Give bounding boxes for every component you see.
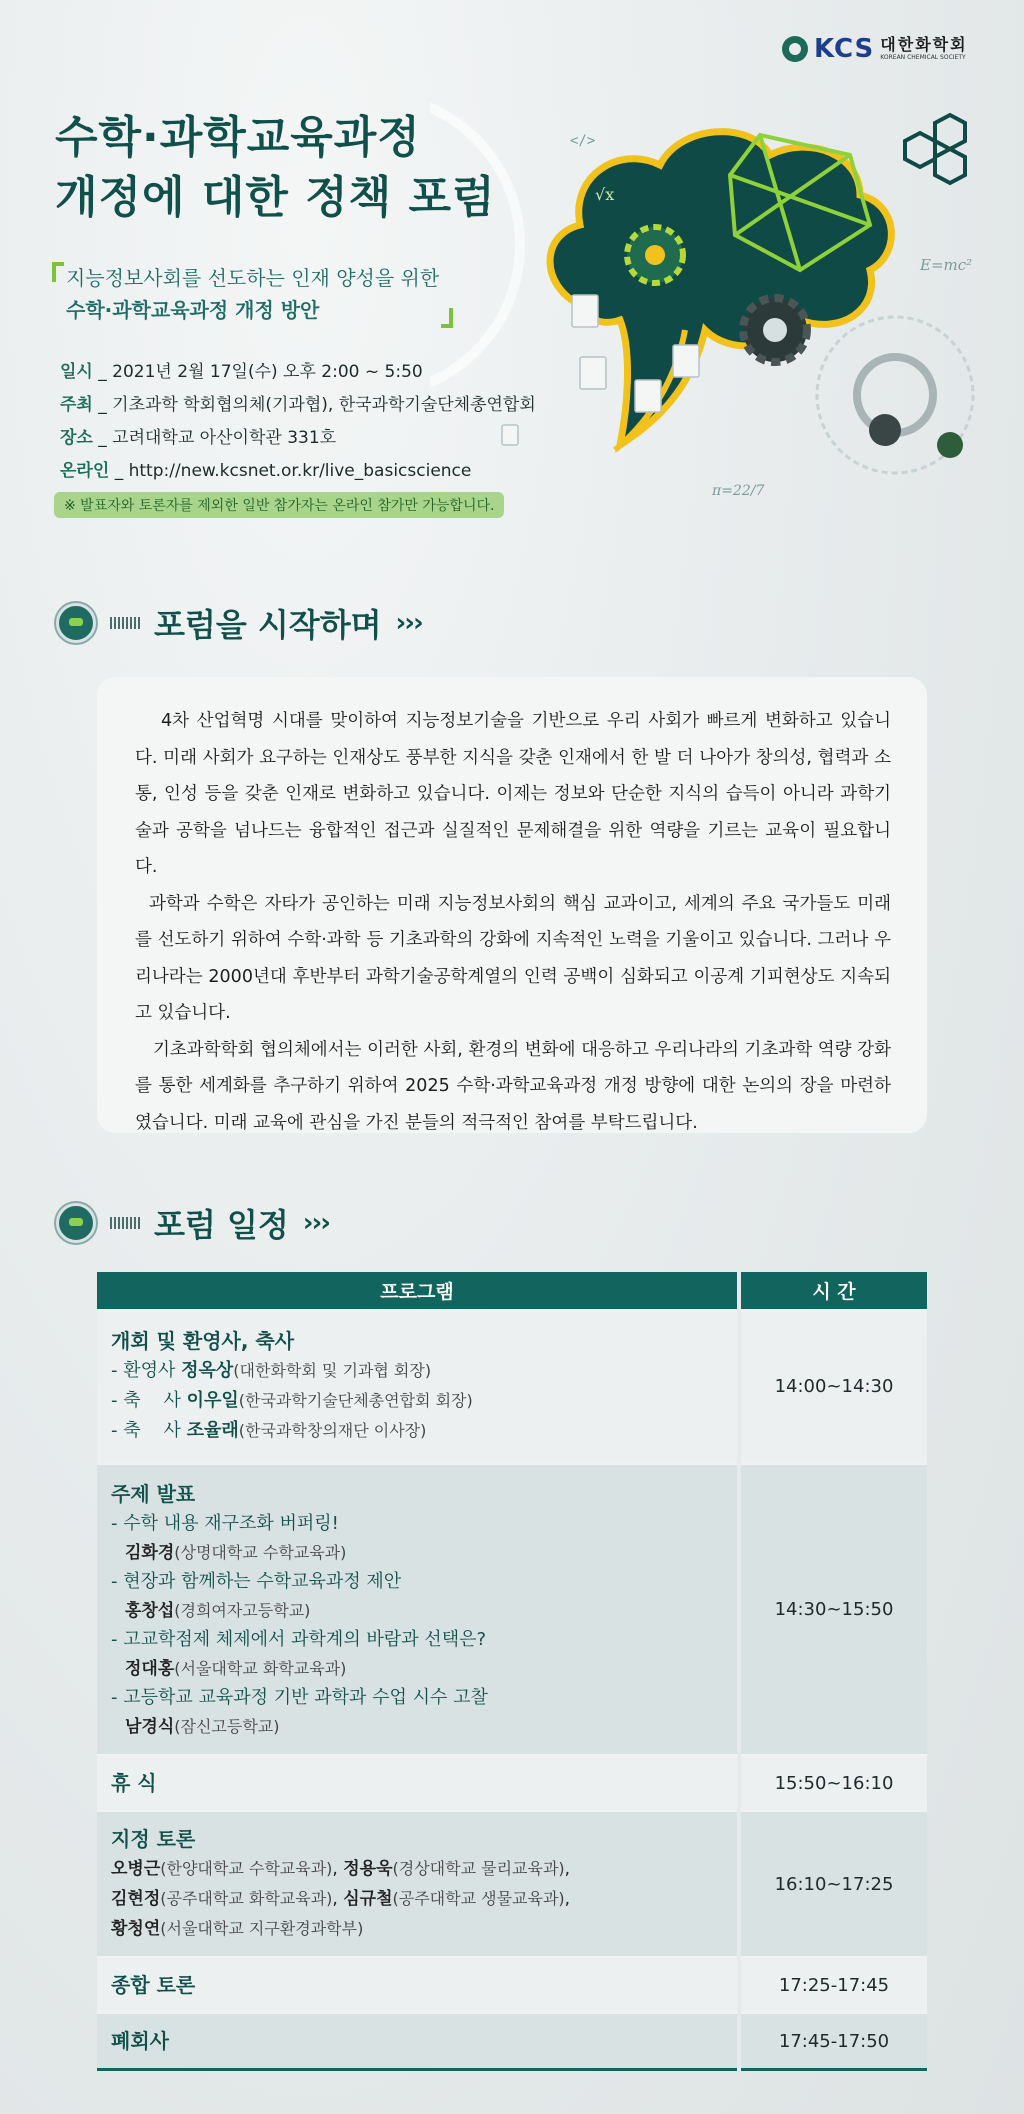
list-item bbox=[111, 1416, 723, 1446]
opening-time: 14:00~14:30 bbox=[739, 1309, 927, 1464]
kcs-emblem-icon bbox=[782, 36, 808, 62]
panel-line bbox=[111, 1914, 723, 1944]
affiliation: (경상대학교 물리교육과) bbox=[392, 1859, 565, 1878]
table-row bbox=[97, 2013, 927, 2070]
table-row bbox=[97, 1755, 927, 1811]
affiliation: (공주대학교 생물교육과) bbox=[392, 1889, 565, 1908]
affiliation: (대한화학회 및 기과협 회장) bbox=[233, 1361, 432, 1380]
panelist-name: 정용욱 bbox=[343, 1859, 393, 1879]
affiliation: (한양대학교 수학교육과) bbox=[160, 1859, 333, 1878]
role: - 축 사 bbox=[111, 1420, 181, 1441]
logo-name-en: KOREAN CHEMICAL SOCIETY bbox=[880, 54, 966, 61]
event-info bbox=[60, 356, 536, 488]
talks-time: 14:30~15:50 bbox=[739, 1464, 927, 1755]
info-host bbox=[60, 389, 536, 422]
section-intro-header bbox=[56, 600, 422, 646]
talk-speaker bbox=[111, 1713, 723, 1741]
affiliation: (한국과학창의재단 이사장) bbox=[238, 1421, 427, 1440]
info-online-link[interactable]: _ http://new.kcsnet.or.kr/live_basicscience bbox=[114, 461, 472, 481]
list-item bbox=[111, 1356, 723, 1386]
pointing-hand-icon bbox=[56, 603, 96, 643]
logo-acronym: KCS bbox=[814, 34, 875, 64]
panel-line: 오병근(한양대학교 수학교육과), 정용욱(경상대학교 물리교육과), bbox=[111, 1859, 571, 1879]
table-row bbox=[97, 1309, 927, 1464]
panel-title: 지정 토론 bbox=[111, 1827, 196, 1851]
panelist-name: 심규철 bbox=[343, 1889, 393, 1909]
header-time: 시 간 bbox=[739, 1272, 927, 1309]
gear-icon bbox=[817, 317, 973, 473]
pi-formula: π=22/7 bbox=[712, 483, 765, 499]
panelist-name: 김현정 bbox=[111, 1889, 161, 1909]
list-item bbox=[111, 1386, 723, 1416]
code-symbol: </> bbox=[570, 133, 596, 149]
benzene-ring-icon bbox=[905, 115, 965, 183]
general-program bbox=[97, 1957, 739, 2013]
logo-name bbox=[880, 37, 967, 61]
intro-box bbox=[97, 677, 927, 1133]
speaker-name: 김화경 bbox=[125, 1542, 175, 1563]
panelist-name: 오병근 bbox=[111, 1859, 161, 1879]
section-intro-title: 포럼을 시작하며 bbox=[154, 606, 382, 644]
kcs-logo bbox=[782, 34, 968, 64]
closing-time: 17:45-17:50 bbox=[739, 2013, 927, 2070]
talk-topic: - 고교학점제 체제에서 과학계의 바람과 선택은? bbox=[111, 1628, 487, 1650]
arrows-icon: ››› bbox=[302, 1208, 329, 1238]
talks-program bbox=[97, 1464, 739, 1755]
bars-icon bbox=[110, 617, 140, 629]
subtitle-line-1: 지능정보사회를 선도하는 인재 양성을 위한 bbox=[66, 266, 440, 290]
break-title: 휴 식 bbox=[111, 1771, 157, 1795]
schedule-header-row bbox=[97, 1272, 927, 1309]
table-row bbox=[97, 1811, 927, 1957]
table-row bbox=[97, 1957, 927, 2013]
info-date bbox=[60, 356, 536, 389]
sqrt-symbol: √x bbox=[595, 185, 615, 204]
gear-icon bbox=[743, 298, 807, 362]
gear-icon bbox=[627, 227, 683, 283]
logo-name-ko: 대한화학회 bbox=[880, 35, 968, 54]
table-row bbox=[97, 1464, 927, 1755]
talk-speaker bbox=[111, 1597, 723, 1625]
talk-topic: - 고등학교 교육과정 기반 과학과 수업 시수 고찰 bbox=[111, 1686, 488, 1708]
bars-icon bbox=[110, 1217, 140, 1229]
intro-paragraph-2: 과학과 수학은 자타가 공인하는 미래 지능정보사회의 핵심 교과이고, 세계의 주요 국가들도 미래를 선도하기 위하여 수학·과학 등 기초과학의 강화에 지속적인 노력을 기울이고 있습니다. 그러나 우리나라는 2000년대 후반부터 과학기술공학계열의 인력 공백이 심화되고 이공계 기피현상도 지속되고 있습니다. bbox=[135, 893, 891, 1023]
subtitle-line-2: 수학·과학교육과정 개정 방안 bbox=[66, 298, 320, 322]
section-schedule-title: 포럼 일정 bbox=[154, 1206, 289, 1244]
affiliation: (공주대학교 화학교육과) bbox=[160, 1889, 333, 1908]
info-venue-value: _ 고려대학교 아산이학관 331호 bbox=[98, 428, 337, 448]
section-schedule-header bbox=[56, 1200, 329, 1246]
affiliation: (경희여자고등학교) bbox=[174, 1600, 311, 1620]
title-line-1: 수학·과학교육과정 bbox=[55, 112, 421, 163]
role: - 축 사 bbox=[111, 1390, 181, 1411]
affiliation: (상명대학교 수학교육과) bbox=[174, 1542, 347, 1562]
speaker-name: 홍창섭 bbox=[125, 1600, 175, 1621]
notice-badge: ※ 발표자와 토론자를 제외한 일반 참가자는 온라인 참가만 가능합니다. bbox=[54, 492, 504, 518]
closing-title: 폐회사 bbox=[111, 2029, 169, 2053]
info-host-label: 주최 bbox=[60, 395, 93, 415]
speaker-name: 남경식 bbox=[125, 1716, 175, 1737]
intro-paragraph-3: 기초과학학회 협의체에서는 이러한 사회, 환경의 변화에 대응하고 우리나라의 기초과학 역량 강화를 통한 세계화를 추구하기 위하여 2025 수학·과학교육과정 개정 방향에 대한 논의의 장을 마련하였습니다. 미래 교육에 관심을 가진 분들의 적극적인 참여를 부탁드립니다. bbox=[135, 1039, 891, 1133]
intro-paragraph-1: 4차 산업혁명 시대를 맞이하여 지능정보기술을 기반으로 우리 사회가 빠르게 변화하고 있습니다. 미래 사회가 요구하는 인재상도 풍부한 지식을 갖춘 인재에서 한 발 더 나아가 창의성, 협력과 소통, 인성 등을 갖춘 인재로 변화하고 있습니다. 이제는 정보와 단순한 지식의 습득이 아니라 과학기술과 공학을 넘나드는 융합적인 접근과 실질적인 문제해결을 위한 역량을 기르는 교육이 필요합니다. bbox=[135, 711, 891, 877]
pointing-hand-icon bbox=[56, 1203, 96, 1243]
general-title: 종합 토론 bbox=[111, 1973, 196, 1997]
schedule-table bbox=[97, 1272, 927, 2071]
break-program bbox=[97, 1755, 739, 1811]
panel-time: 16:10~17:25 bbox=[739, 1811, 927, 1957]
info-host-value: _ 기초과학 학회협의체(기과협), 한국과학기술단체총연합회 bbox=[98, 395, 536, 415]
talk-topic: - 수학 내용 재구조화 버퍼링! bbox=[111, 1512, 339, 1534]
talk-speaker bbox=[111, 1655, 723, 1683]
info-online-label: 온라인 bbox=[60, 461, 110, 481]
info-venue-label: 장소 bbox=[60, 428, 93, 448]
opening-title: 개회 및 환영사, 축사 bbox=[111, 1329, 295, 1353]
opening-program bbox=[97, 1309, 739, 1464]
affiliation: (서울대학교 지구환경과학부) bbox=[160, 1919, 364, 1938]
talks-title: 주제 발표 bbox=[111, 1481, 196, 1506]
speaker-name: 정대홍 bbox=[125, 1658, 175, 1679]
info-online bbox=[60, 455, 536, 488]
einstein-formula: E=mc² bbox=[920, 256, 973, 274]
break-time: 15:50~16:10 bbox=[739, 1755, 927, 1811]
info-venue bbox=[60, 422, 536, 455]
general-time: 17:25-17:45 bbox=[739, 1957, 927, 2013]
closing-program bbox=[97, 2013, 739, 2070]
speaker-name: 조율래 bbox=[186, 1420, 239, 1441]
deco-ring bbox=[430, 95, 520, 395]
subtitle bbox=[52, 262, 453, 326]
panel-line: 김현정(공주대학교 화학교육과), 심규철(공주대학교 생물교육과), bbox=[111, 1889, 571, 1909]
speaker-name: 이우일 bbox=[186, 1390, 239, 1411]
talk-speaker bbox=[111, 1539, 723, 1567]
header-program: 프로그램 bbox=[97, 1272, 739, 1309]
affiliation: (서울대학교 화학교육과) bbox=[174, 1658, 347, 1678]
info-date-label: 일시 bbox=[60, 362, 93, 382]
title-line-2: 개정에 대한 정책 포럼 bbox=[55, 172, 496, 223]
panelist-name: 황청연 bbox=[111, 1919, 161, 1939]
affiliation: (한국과학기술단체총연합회 회장) bbox=[238, 1391, 473, 1410]
talk-topic: - 현장과 함께하는 수학교육과정 제안 bbox=[111, 1570, 402, 1592]
speaker-name: 정옥상 bbox=[181, 1360, 234, 1381]
brain-icon bbox=[550, 132, 891, 450]
role: - 환영사 bbox=[111, 1360, 176, 1381]
arrows-icon: ››› bbox=[395, 608, 422, 638]
info-date-value: _ 2021년 2월 17일(수) 오후 2:00 ~ 5:50 bbox=[98, 362, 423, 382]
panel-program bbox=[97, 1811, 739, 1957]
affiliation: (잠신고등학교) bbox=[174, 1716, 280, 1736]
